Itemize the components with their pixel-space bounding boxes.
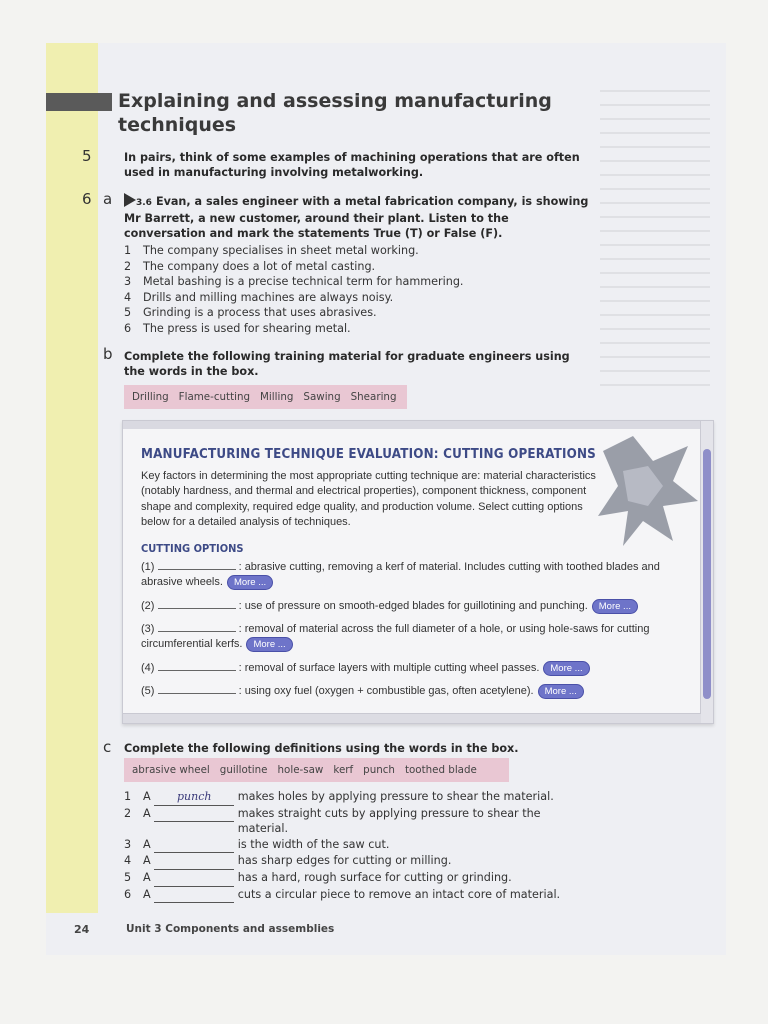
answer-blank[interactable] bbox=[158, 608, 236, 609]
cutting-option-5: (5) : using oxy fuel (oxygen + combustible gas, often acetylene). More ... bbox=[141, 684, 701, 699]
exercise-6b-letter: b bbox=[103, 345, 113, 363]
exercise-5-number: 5 bbox=[82, 147, 92, 165]
word-box-6b bbox=[124, 385, 407, 409]
page-title: Explaining and assessing manufacturing techniques bbox=[118, 90, 552, 136]
word-box-item: Drilling bbox=[132, 391, 169, 403]
show-through bbox=[600, 90, 710, 390]
list-item: 4 Drills and milling machines are always noisy. bbox=[124, 290, 394, 304]
word-box-item: punch bbox=[363, 764, 395, 776]
answer-blank[interactable] bbox=[154, 837, 234, 854]
list-item: 2 The company does a lot of metal casting. bbox=[124, 259, 376, 273]
handwritten-answer: punch bbox=[176, 790, 212, 803]
list-item: 1 The company specialises in sheet metal working. bbox=[124, 244, 419, 257]
panel-scrollbar[interactable] bbox=[700, 421, 713, 723]
list-item: 5 Grinding is a process that uses abrasives. bbox=[124, 306, 377, 320]
more-button[interactable]: More ... bbox=[538, 684, 584, 699]
cutting-option-4: (4) : removal of surface layers with multiple cutting wheel passes. More ... bbox=[141, 661, 701, 676]
cutting-option-1: (1) : abrasive cutting, removing a kerf of material. Includes cutting with toothed blades and abrasive wheels. More ... bbox=[141, 561, 660, 589]
exercise-6b-instruction: Complete the following training material for graduate engineers using the words in the box. bbox=[124, 350, 570, 378]
word-box-item: guillotine bbox=[219, 764, 268, 776]
word-box-item: Milling bbox=[260, 391, 294, 403]
page-number: 24 bbox=[74, 923, 90, 936]
definition-list bbox=[124, 789, 560, 903]
list-item: 3 Metal bashing is a precise technical term for hammering. bbox=[124, 275, 464, 289]
statement-list bbox=[124, 243, 463, 337]
answer-blank[interactable] bbox=[158, 569, 236, 570]
word-box-item: Flame-cutting bbox=[178, 391, 251, 403]
more-button[interactable]: More ... bbox=[543, 661, 589, 676]
answer-blank[interactable] bbox=[158, 631, 236, 632]
heading-marker bbox=[46, 93, 112, 111]
exercise-6a-header bbox=[124, 193, 594, 241]
list-item: 5 A has a hard, rough surface for cutting or grinding. bbox=[124, 870, 560, 887]
word-box-item: Shearing bbox=[350, 391, 397, 403]
answer-blank[interactable] bbox=[154, 806, 234, 823]
cutting-option-2: (2) : use of pressure on smooth-edged blades for guillotining and punching. More ... bbox=[141, 599, 701, 614]
cutting-option-3: (3) : removal of material across the full diameter of a hole, or using hole-saws for cutting circumferential kerfs. More ... bbox=[141, 623, 650, 651]
panel-title: MANUFACTURING TECHNIQUE EVALUATION: CUTTING OPERATIONS bbox=[141, 447, 596, 462]
exercise-6a-letter: a bbox=[103, 190, 113, 208]
list-item: 4 A has sharp edges for cutting or milling. bbox=[124, 853, 560, 870]
exercise-6c-instruction: Complete the following definitions using the words in the box. bbox=[124, 742, 519, 755]
panel-horizontal-scrollbar[interactable] bbox=[123, 713, 701, 723]
cutting-options-heading: CUTTING OPTIONS bbox=[141, 542, 244, 555]
list-item: 1 A punch makes holes by applying pressure to shear the material. bbox=[124, 789, 560, 806]
word-box-item: Sawing bbox=[303, 391, 341, 403]
cutting-operations-panel bbox=[122, 420, 714, 724]
word-box-item: kerf bbox=[333, 764, 354, 776]
exercise-6a-instruction: Evan, a sales engineer with a metal fabrication company, is showing Mr Barrett, a new customer, around their plant. Listen to the conversation and mark the statements True (T) or False (F). bbox=[124, 195, 589, 240]
margin-color-bar bbox=[46, 43, 98, 913]
audio-play-icon[interactable] bbox=[124, 193, 136, 207]
list-item: 2 A makes straight cuts by applying pressure to shear the material. bbox=[124, 806, 541, 836]
panel-title-bar bbox=[123, 421, 713, 429]
exercise-5-instruction: In pairs, think of some examples of machining operations that are often used in manufacturing involving metalworking. bbox=[124, 151, 580, 179]
answer-blank[interactable] bbox=[154, 887, 234, 904]
audio-track-number: 3.6 bbox=[136, 198, 152, 208]
saw-blade-icon bbox=[593, 431, 703, 551]
word-box-item: hole-saw bbox=[277, 764, 324, 776]
answer-blank[interactable] bbox=[154, 853, 234, 870]
list-item: 6 The press is used for shearing metal. bbox=[124, 321, 351, 335]
panel-intro: Key factors in determining the most appropriate cutting technique are: material characteristics (notably hardness, and thermal and electrical properties), component thickness, component shape and complexity, required edge quality, and production volume. Select cutting options below for a detailed analysis of techniques. bbox=[141, 470, 596, 528]
list-item: 3 A is the width of the saw cut. bbox=[124, 837, 560, 854]
exercise-6-number: 6 bbox=[82, 190, 92, 208]
word-box-item: abrasive wheel bbox=[132, 764, 210, 776]
answer-blank[interactable] bbox=[154, 870, 234, 887]
answer-blank[interactable] bbox=[158, 670, 236, 671]
scrollbar-thumb[interactable] bbox=[703, 449, 711, 699]
more-button[interactable]: More ... bbox=[227, 575, 273, 590]
answer-blank[interactable] bbox=[154, 789, 234, 806]
word-box-item: toothed blade bbox=[404, 764, 477, 776]
more-button[interactable]: More ... bbox=[246, 637, 292, 652]
more-button[interactable]: More ... bbox=[592, 599, 638, 614]
exercise-6c-letter: c bbox=[103, 738, 112, 756]
list-item: 6 A cuts a circular piece to remove an intact core of material. bbox=[124, 887, 560, 904]
word-box-6c bbox=[124, 758, 509, 782]
answer-blank[interactable] bbox=[158, 693, 236, 694]
footer-unit-title: Unit 3 Components and assemblies bbox=[126, 923, 335, 935]
